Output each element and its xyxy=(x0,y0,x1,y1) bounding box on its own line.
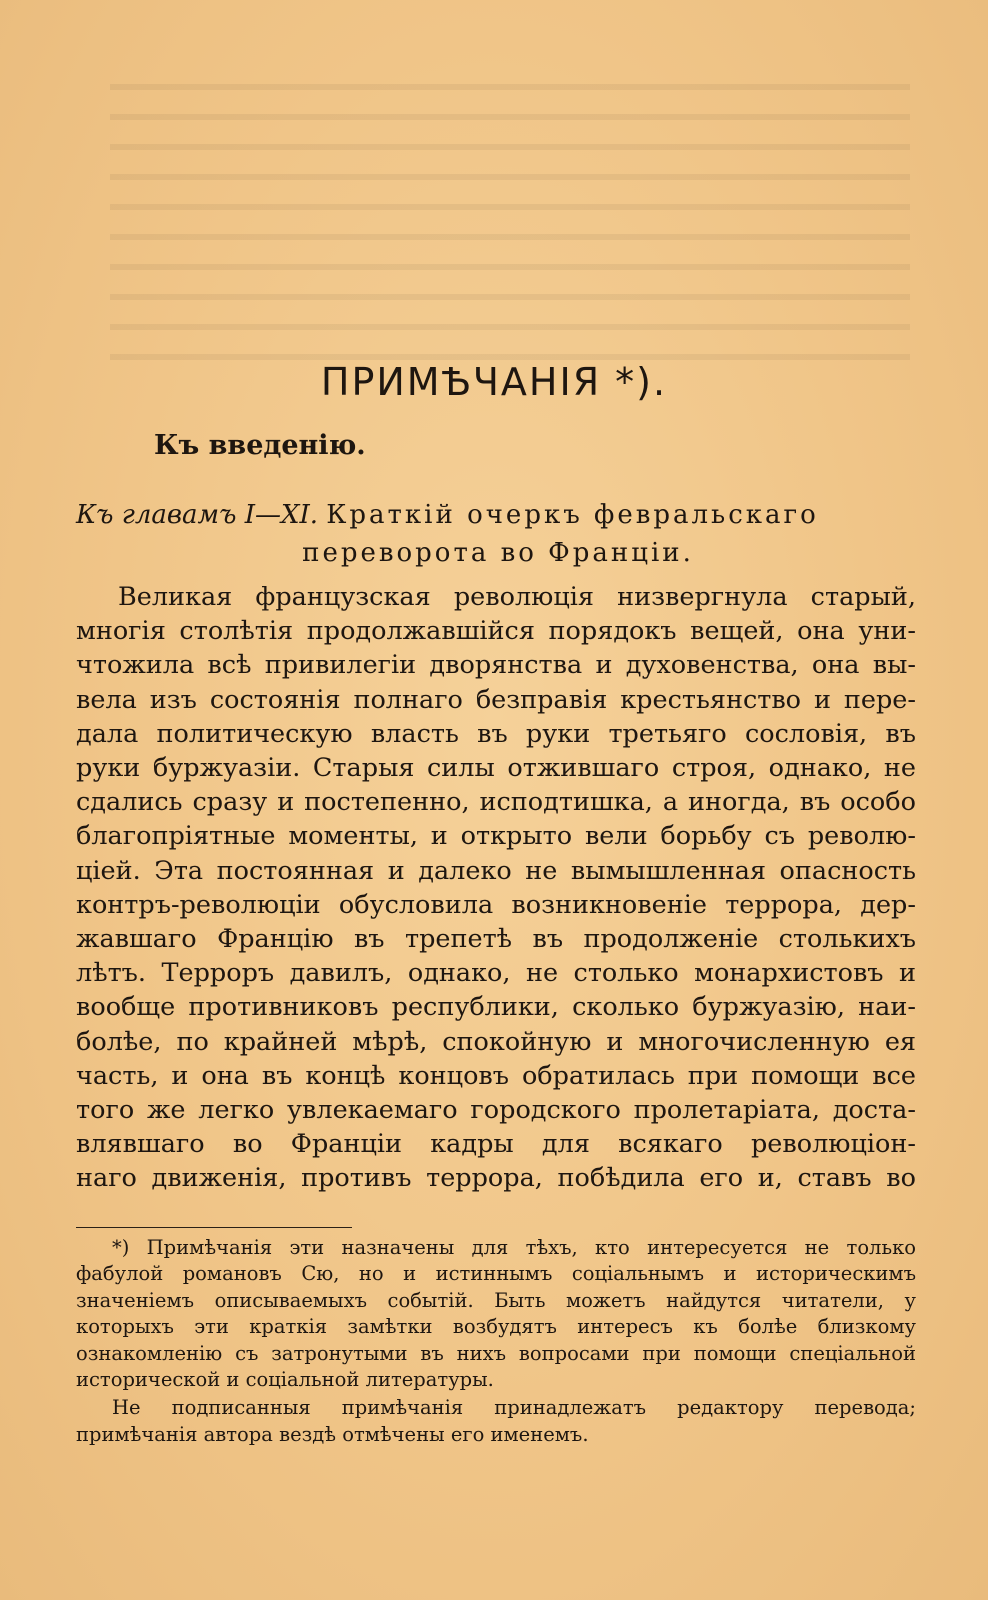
footnote-line: исторической и соціальной литературы. xyxy=(76,1368,494,1392)
body-paragraph xyxy=(76,580,916,1196)
footnote-line: фабулой романовъ Сю, но и истиннымъ соціальнымъ и историческимъ xyxy=(76,1262,916,1286)
body-line: влявшаго во Франціи кадры для всякаго революціон- xyxy=(76,1129,916,1160)
body-line: контръ-революціи обусловила возникновеніе террора, дер- xyxy=(76,889,916,920)
chapter-title-part2: переворота во Франціи. xyxy=(302,538,694,568)
chapter-title-part1: Краткій очеркъ февральскаго xyxy=(326,500,819,530)
chapter-range: Къ главамъ I—XI. xyxy=(76,500,319,530)
footnote-line: Не подписанныя примѣчанія принадлежатъ редактору перевода; xyxy=(112,1396,916,1420)
body-line: того же легко увлекаемаго городского пролетаріата, доста- xyxy=(76,1095,916,1126)
footnote-line: значеніемъ описываемыхъ событій. Быть можетъ найдутся читатели, у xyxy=(76,1288,916,1312)
body-line: чтожила всѣ привилегіи дворянства и духовенства, она вы- xyxy=(76,650,916,681)
footnote-line: примѣчанія автора вездѣ отмѣчены его именемъ. xyxy=(76,1422,589,1446)
footnote-line: которыхъ эти краткія замѣтки возбудятъ интересъ къ болѣе близкому xyxy=(76,1315,916,1339)
body-line: вообще противниковъ республики, сколько буржуазію, наи- xyxy=(76,992,916,1023)
body-line: вела изъ состоянія полнаго безправія крестьянство и пере- xyxy=(76,684,916,715)
show-through-texture xyxy=(110,60,910,360)
body-line: руки буржуазіи. Старыя силы отжившаго строя, однако, не xyxy=(76,753,916,784)
body-line: болѣе, по крайней мѣрѣ, спокойную и многочисленную ея xyxy=(76,1026,916,1057)
footnote-line: ознакомленію съ затронутыми въ нихъ вопросами при помощи спеціальной xyxy=(76,1341,916,1365)
footnote-paragraph-2 xyxy=(76,1395,916,1448)
body-line: ціей. Эта постоянная и далеко не вымышленная опасность xyxy=(76,855,916,886)
body-line: благопріятные моменты, и открыто вели борьбу съ револю- xyxy=(76,821,916,852)
body-line: часть, и она въ концѣ концовъ обратилась при помощи все xyxy=(76,1060,916,1091)
body-line: многія столѣтія продолжавшійся порядокъ вещей, она уни- xyxy=(76,616,916,647)
body-line: лѣтъ. Терроръ давилъ, однако, не столько монархистовъ и xyxy=(76,958,916,989)
section-subtitle: Къ введенію. xyxy=(154,430,366,461)
body-line: наго движенія, противъ террора, побѣдила его и, ставъ во xyxy=(76,1163,916,1194)
body-line: Великая французская революція низвергнула старый, xyxy=(118,582,916,612)
body-line: дала политическую власть въ руки третьяго сословія, въ xyxy=(76,718,916,749)
footnote-line: *) Примѣчанія эти назначены для тѣхъ, кто интересуется не только xyxy=(112,1236,916,1259)
page-title: ПРИМѢЧАНІЯ *). xyxy=(320,360,668,404)
body-line: сдались сразу и постепенно, исподтишка, а иногда, въ особо xyxy=(76,787,916,818)
footnote-divider xyxy=(76,1227,352,1228)
chapter-heading xyxy=(76,496,916,572)
footnote xyxy=(76,1235,916,1448)
body-line: жавшаго Францію въ трепетѣ въ продолженіе столькихъ xyxy=(76,924,916,955)
